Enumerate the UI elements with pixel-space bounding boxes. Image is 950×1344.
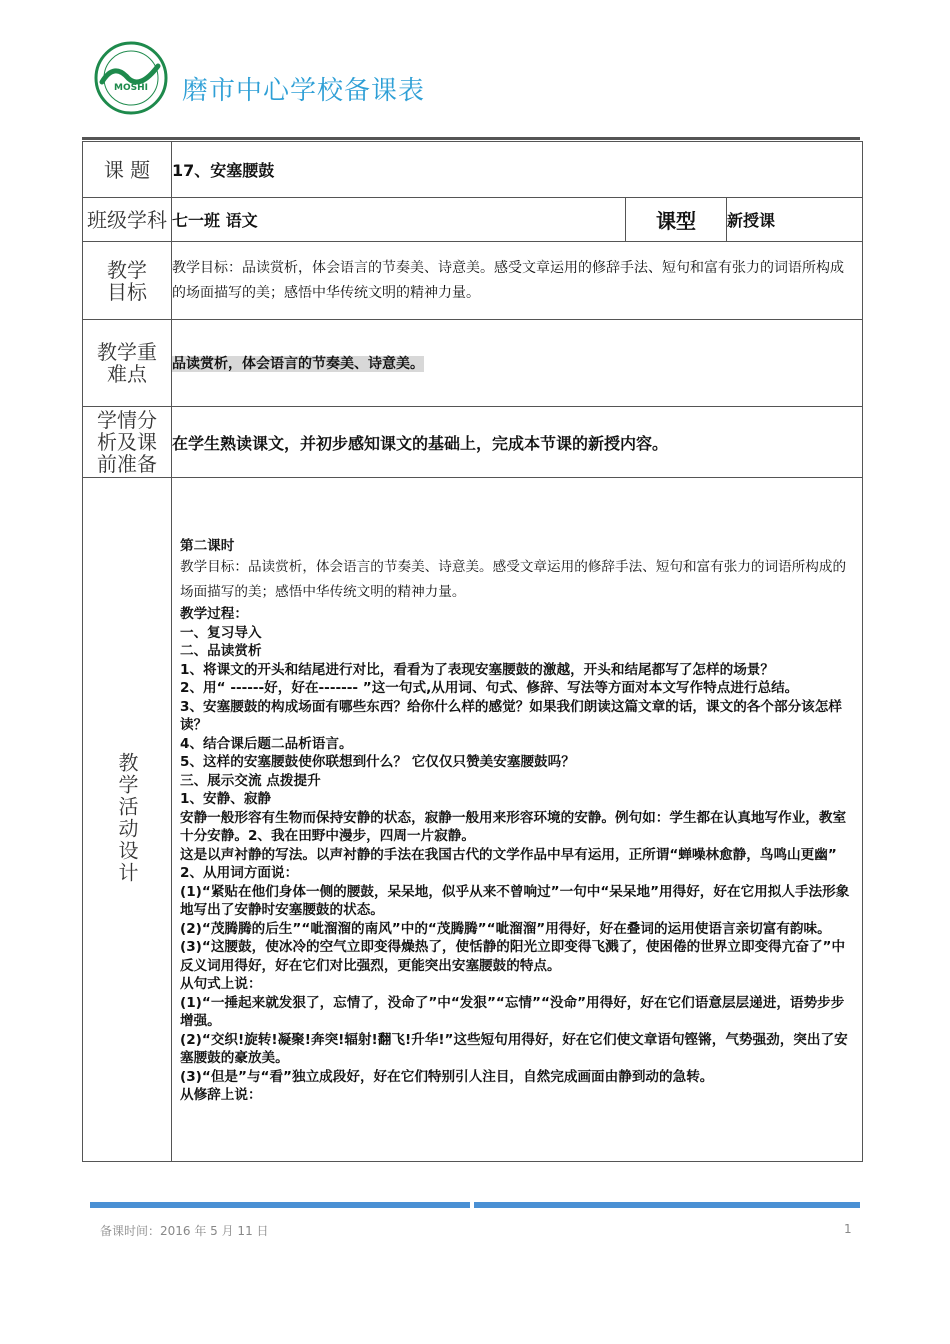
activity-line: 三、展示交流 点拨提升 xyxy=(180,772,321,789)
activity-line: 2、从用词方面说： xyxy=(180,865,299,881)
activity-line: (3)“这腰鼓，使冰冷的空气立即变得燥热了，使恬静的阳光立即变得飞溅了，使困倦的世界立即变得亢奋了”中反义词用得好，好在它们对比强烈，更能突出安塞腰鼓的特点。 xyxy=(180,939,846,974)
school-title: 磨市中心学校备课表 xyxy=(182,76,426,106)
activity-line: 5、这样的安塞腰鼓使你联想到什么？ 它仅仅只赞美安塞腰鼓吗？ xyxy=(180,754,575,770)
page-number: 1 xyxy=(844,1222,852,1236)
difficulty-label: 教学重难点 xyxy=(83,320,172,407)
prep-label: 学情分析及课前准备 xyxy=(83,407,172,478)
difficulty-value: 品读赏析，体会语言的节奏美、诗意美。 xyxy=(172,356,424,372)
activity-line: (1)“紧贴在他们身体一侧的腰鼓，呆呆地，似乎从来不曾响过”一句中“呆呆地”用得好，好在它用拟人手法形象地写出了安静时安塞腰鼓的状态。 xyxy=(180,883,850,918)
activity-line: 二、品读赏析 xyxy=(180,643,262,659)
lesson-type-label: 课型 xyxy=(626,198,727,242)
goal-label: 教学目标 xyxy=(83,242,172,320)
footer-date: 备课时间：2016 年 5 月 11 日 xyxy=(100,1224,269,1238)
class-label: 班级学科 xyxy=(83,198,172,242)
school-logo xyxy=(88,40,174,116)
activity-line: 一、复习导入 xyxy=(180,624,262,641)
topic-value: 17、安塞腰鼓 xyxy=(172,142,863,198)
activity-line: 安静一般形容有生物而保持安静的状态，寂静一般用来形容环境的安静。例句如：学生都在认真地写作业，教室十分安静。2、我在田野中漫步，四周一片寂静。 xyxy=(180,809,847,844)
activity-line: 1、安静、寂静 xyxy=(180,791,272,807)
prep-row xyxy=(83,407,863,478)
activity-line: (2)“交织!旋转!凝聚!奔突!辐射!翻飞!升华!”这些短句用得好，好在它们使文章语句铿锵，气势强劲，突出了安塞腰鼓的豪放美。 xyxy=(180,1031,848,1066)
class-value: 七一班 语文 xyxy=(172,198,626,242)
footer-bar-left xyxy=(90,1202,470,1208)
topic-label: 课 题 xyxy=(83,142,172,198)
activity-line: (2)“茂腾腾的后生”“呲溜溜的南风”中的“茂腾腾”“呲溜溜”用得好，好在叠词的运用使语言亲切富有韵味。 xyxy=(180,920,831,937)
activity-label: 教学活动设计 xyxy=(83,478,172,1162)
footer-bar-right xyxy=(474,1202,860,1208)
activity-content xyxy=(172,535,862,1105)
activity-line: 1、将课文的开头和结尾进行对比，看看为了表现安塞腰鼓的激越，开头和结尾都写了怎样的场景？ xyxy=(180,661,774,678)
activity-line: (3)“但是”与“看”独立成段好，好在它们特别引人注目，自然完成画面由静到动的急转。 xyxy=(180,1068,714,1085)
topic-row xyxy=(83,142,863,198)
class-row xyxy=(83,198,863,242)
goal-value: 教学目标：品读赏析，体会语言的节奏美、诗意美。感受文章运用的修辞手法、短句和富有张力的词语所构成的场面描写的美；感悟中华传统文明的精神力量。 xyxy=(172,259,844,301)
prep-value: 在学生熟读课文，并初步感知课文的基础上，完成本节课的新授内容。 xyxy=(172,407,863,478)
activity-line: 2、用“ ------好，好在------- ”这一句式,从用词、句式、修辞、写法等方面对本文写作特点进行总结。 xyxy=(180,680,799,696)
activity-line: 4、结合课后题二品析语言。 xyxy=(180,735,353,752)
activity-line: 第二课时 xyxy=(180,537,235,554)
activity-row xyxy=(83,478,863,1162)
activity-line: 这是以声衬静的写法。以声衬静的手法在我国古代的文学作品中早有运用，正所谓“蝉噪林愈静，鸟鸣山更幽” xyxy=(180,846,837,863)
activity-line: 教学目标：品读赏析，体会语言的节奏美、诗意美。感受文章运用的修辞手法、短句和富有张力的词语所构成的场面描写的美；感悟中华传统文明的精神力量。 xyxy=(180,559,847,600)
lesson-plan-table xyxy=(82,141,863,1162)
activity-line: 从句式上说： xyxy=(180,976,262,992)
activity-line: (1)“一捶起来就发狠了，忘情了，没命了”中“发狠”“忘情”“没命”用得好，好在它们语意层层递进，语势步步增强。 xyxy=(180,994,845,1029)
lesson-type-value: 新授课 xyxy=(727,198,863,242)
header-divider xyxy=(82,137,860,140)
activity-line: 教学过程： xyxy=(180,606,248,622)
activity-line: 从修辞上说： xyxy=(180,1087,262,1103)
logo-text: MOSHI xyxy=(114,83,148,93)
goal-row xyxy=(83,242,863,320)
activity-line: 3、安塞腰鼓的构成场面有哪些东西？给你什么样的感觉？如果我们朗读这篇文章的话，课文的各个部分该怎样读？ xyxy=(180,698,842,733)
difficulty-row xyxy=(83,320,863,407)
